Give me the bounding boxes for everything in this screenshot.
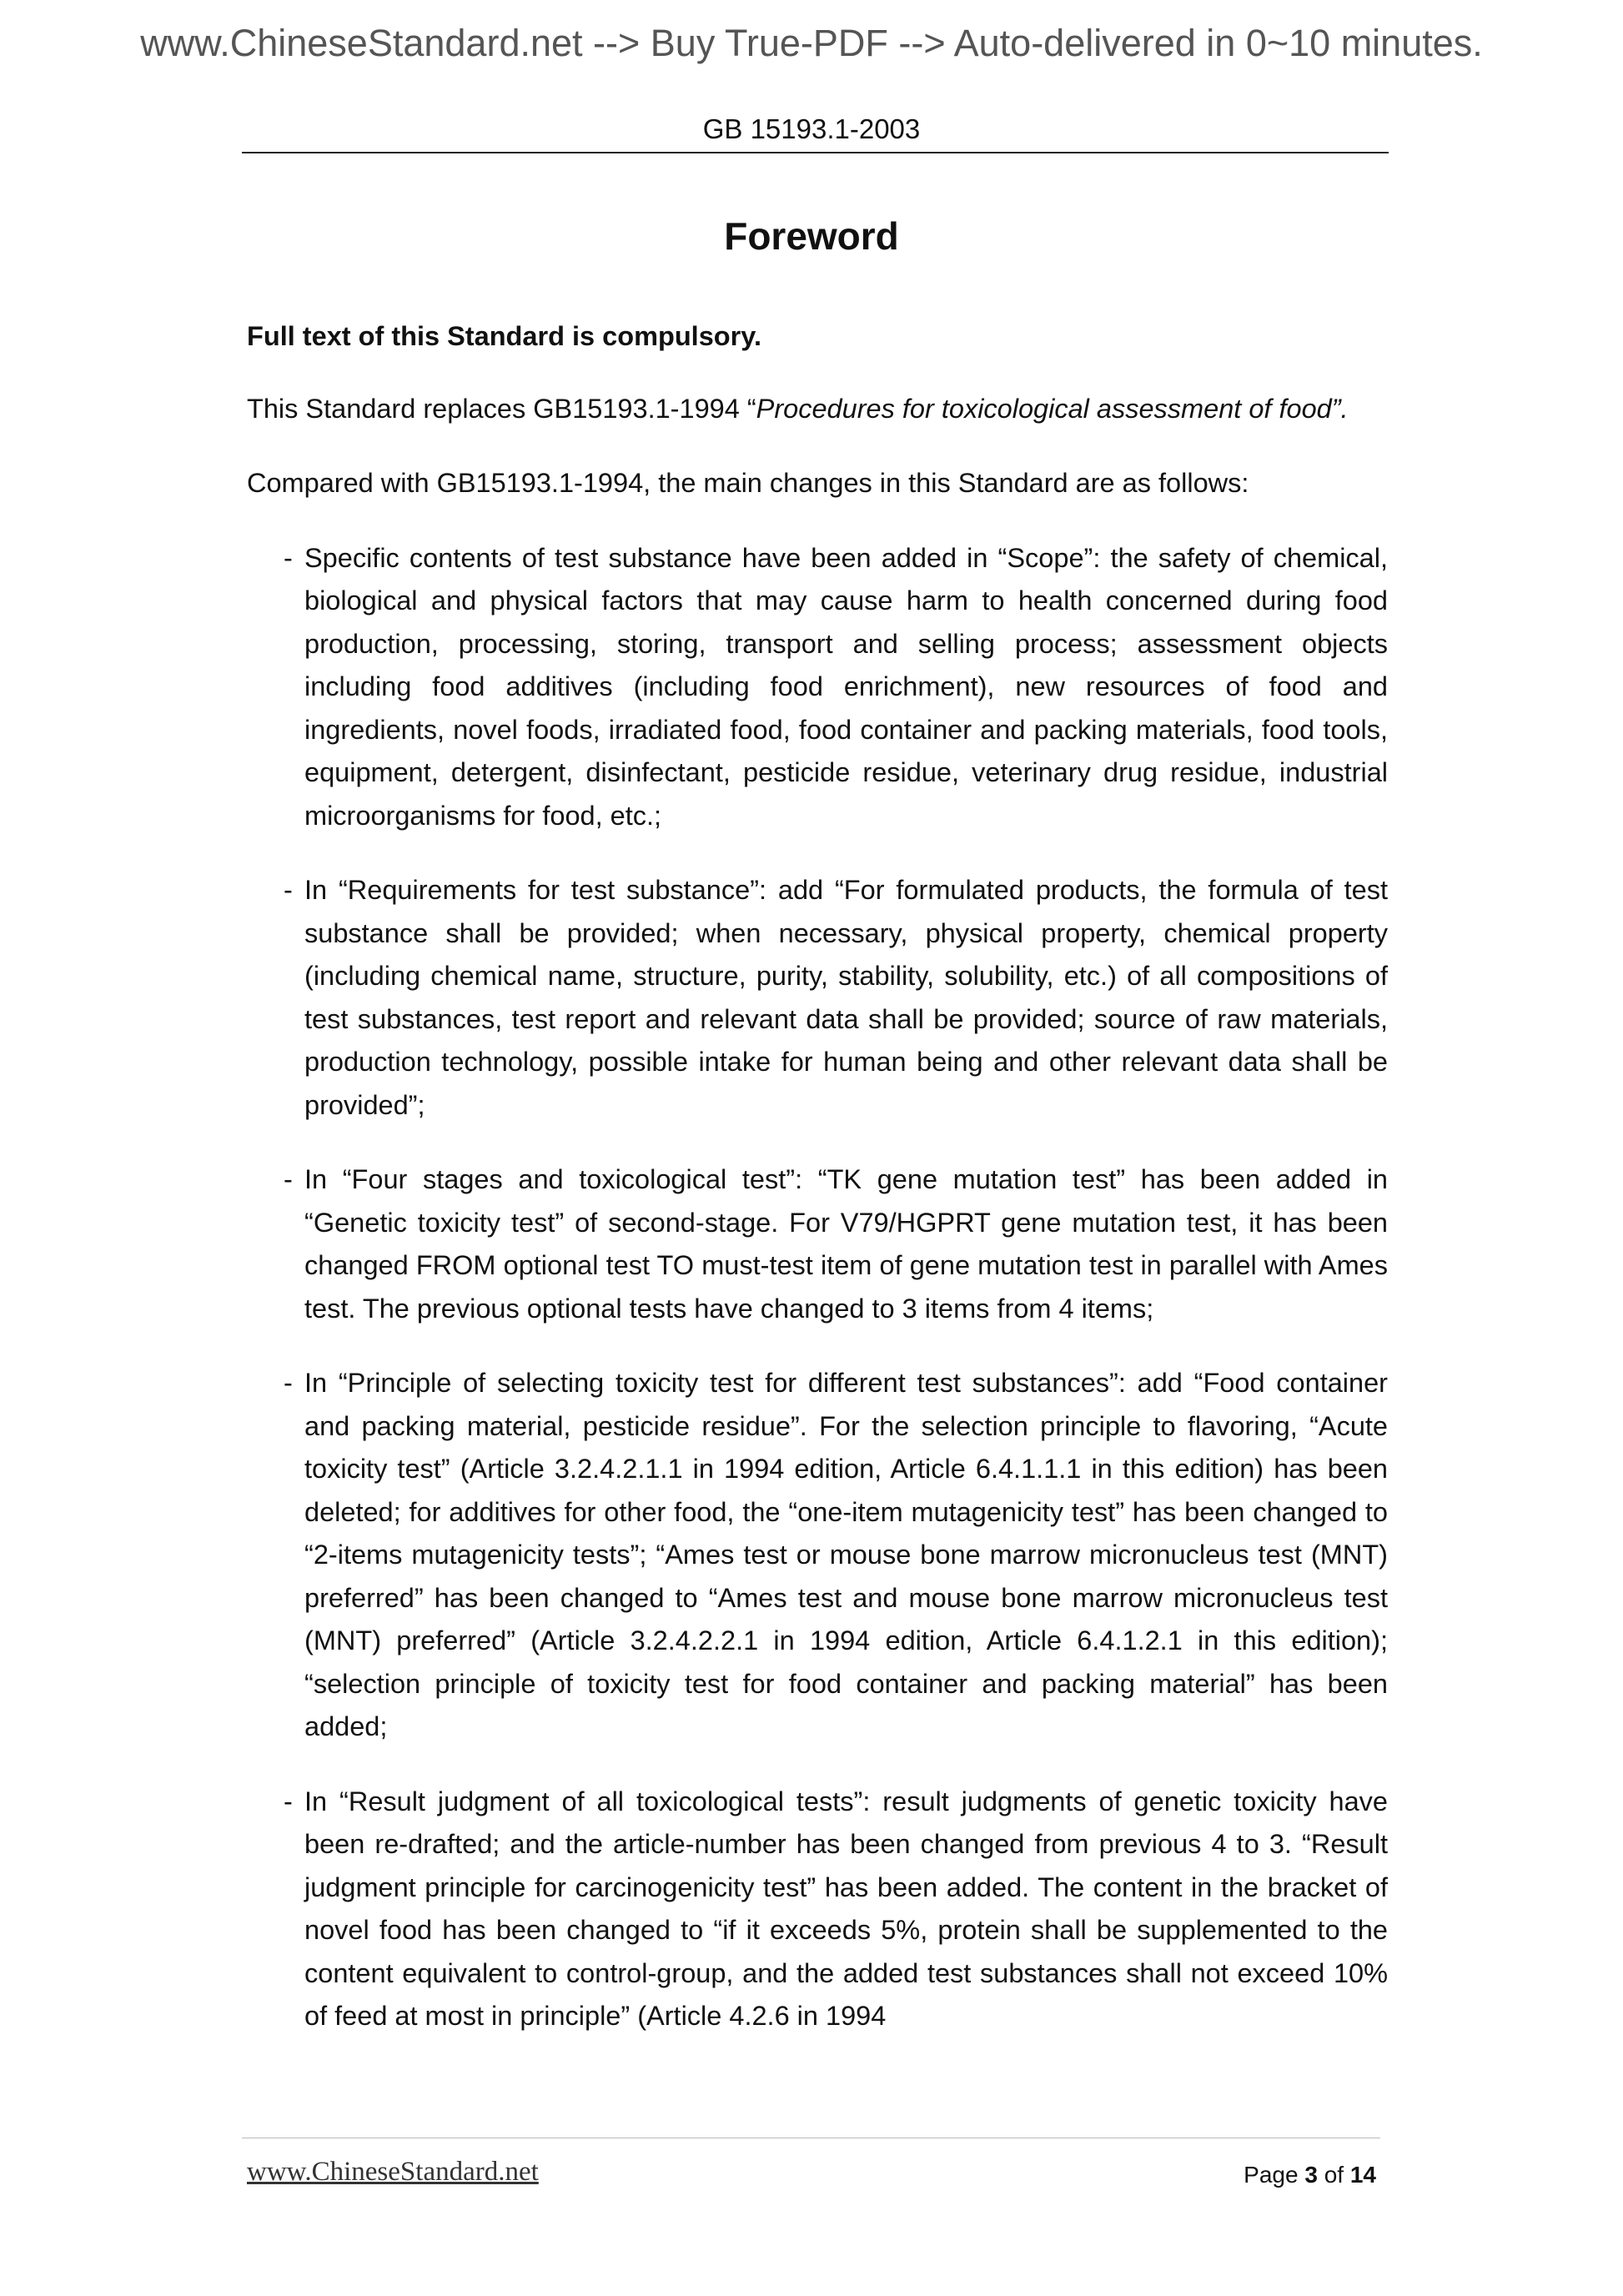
standard-number: GB 15193.1-2003 <box>702 113 921 144</box>
bullet-dash: - <box>284 1786 293 1816</box>
change-item-four-stages <box>247 1158 1388 1330</box>
page-of-word: of <box>1324 2162 1344 2188</box>
page-indicator <box>1244 2162 1376 2188</box>
change-item-selection-principle <box>247 1362 1388 1749</box>
page-title: Foreword <box>724 214 899 258</box>
change-item-requirements <box>247 869 1388 1127</box>
top-banner-link[interactable]: www.ChineseStandard.net --> Buy True-PDF --> Auto-delivered in 0~10 minutes. <box>140 22 1483 64</box>
bullet-dash: - <box>284 1368 293 1398</box>
replaces-text: This Standard replaces GB15193.1-1994 “ <box>247 393 756 424</box>
footer-site-link[interactable]: www.ChineseStandard.net <box>247 2157 539 2187</box>
header-divider <box>242 152 1389 153</box>
change-item-text: In “Four stages and toxicological test”: “TK gene mutation test” has been added in “Genetic toxicity test” of second-stage. For V79/HGPRT gene mutation test, it has been changed FROM optional test TO must-test item of gene mutation test in parallel with Ames test. The previous optional tests have changed to 3 items from 4 items; <box>304 1164 1388 1324</box>
change-item-text: In “Requirements for test substance”: add “For formulated products, the formula of test substance shall be provided; when necessary, physical property, chemical property (including chemical name, structure, purity, stability, solubility, etc.) of all compositions of test substances, test report and relevant data shall be provided; source of raw materials, production technology, possible intake for human being and other relevant data shall be provided”; <box>304 875 1388 1120</box>
change-item-text: In “Result judgment of all toxicological tests”: result judgments of genetic toxicity have been re-drafted; and the article-number has been changed from previous 4 to 3. “Result judgment principle for carcinogenicity test” has been added. The content in the bracket of novel food has been changed to “if it exceeds 5%, protein shall be supplemented to the content equivalent to control-group, and the added test substances shall not exceed 10% of feed at most in principle” (Article 4.2.6 in 1994 <box>304 1786 1388 2031</box>
document-body <box>247 315 1388 2038</box>
compulsory-statement: Full text of this Standard is compulsory. <box>247 321 761 351</box>
change-item-scope <box>247 537 1388 838</box>
total-page-count: 14 <box>1349 2162 1376 2188</box>
change-item-text: Specific contents of test substance have been added in “Scope”: the safety of chemical, biological and physical factors that may cause harm to health concerned during food production, processing, storing, transport and selling process; assessment objects including food additives (including food enrichment), new resources of food and ingredients, novel foods, irradiated food, food container and packing materials, food tools, equipment, detergent, disinfectant, pesticide residue, veterinary drug residue, industrial microorganisms for food, etc.; <box>304 542 1388 831</box>
change-item-text: In “Principle of selecting toxicity test for different test substances”: add “Food container and packing material, pesticide residue”. For the selection principle to flavoring, “Acute toxicity test” (Article 3.2.4.2.1.1 in 1994 edition, Article 6.4.1.1.1 in this edition) has been deleted; for additives for other food, the “one-item mutagenicity test” has been changed to “2-items mutagenicity tests”; “Ames test or mouse bone marrow micronucleus test (MNT) preferred” has been changed to “Ames test and mouse bone marrow micronucleus test (MNT) preferred” (Article 3.2.4.2.2.1 in 1994 edition, Article 6.4.1.2.1 in this edition); “selection principle of toxicity test for food container and packing material” has been added; <box>304 1368 1388 1741</box>
replaced-standard-title: Procedures for toxicological assessment of food”. <box>756 393 1349 424</box>
current-page-number: 3 <box>1304 2162 1318 2188</box>
bullet-dash: - <box>284 542 293 573</box>
bullet-dash: - <box>284 1164 293 1194</box>
change-item-result-judgment <box>247 1781 1388 2038</box>
bullet-dash: - <box>284 875 293 905</box>
page-word: Page <box>1244 2162 1299 2188</box>
changes-intro: Compared with GB15193.1-1994, the main changes in this Standard are as follows: <box>247 468 1249 498</box>
replaces-paragraph <box>247 388 1388 431</box>
